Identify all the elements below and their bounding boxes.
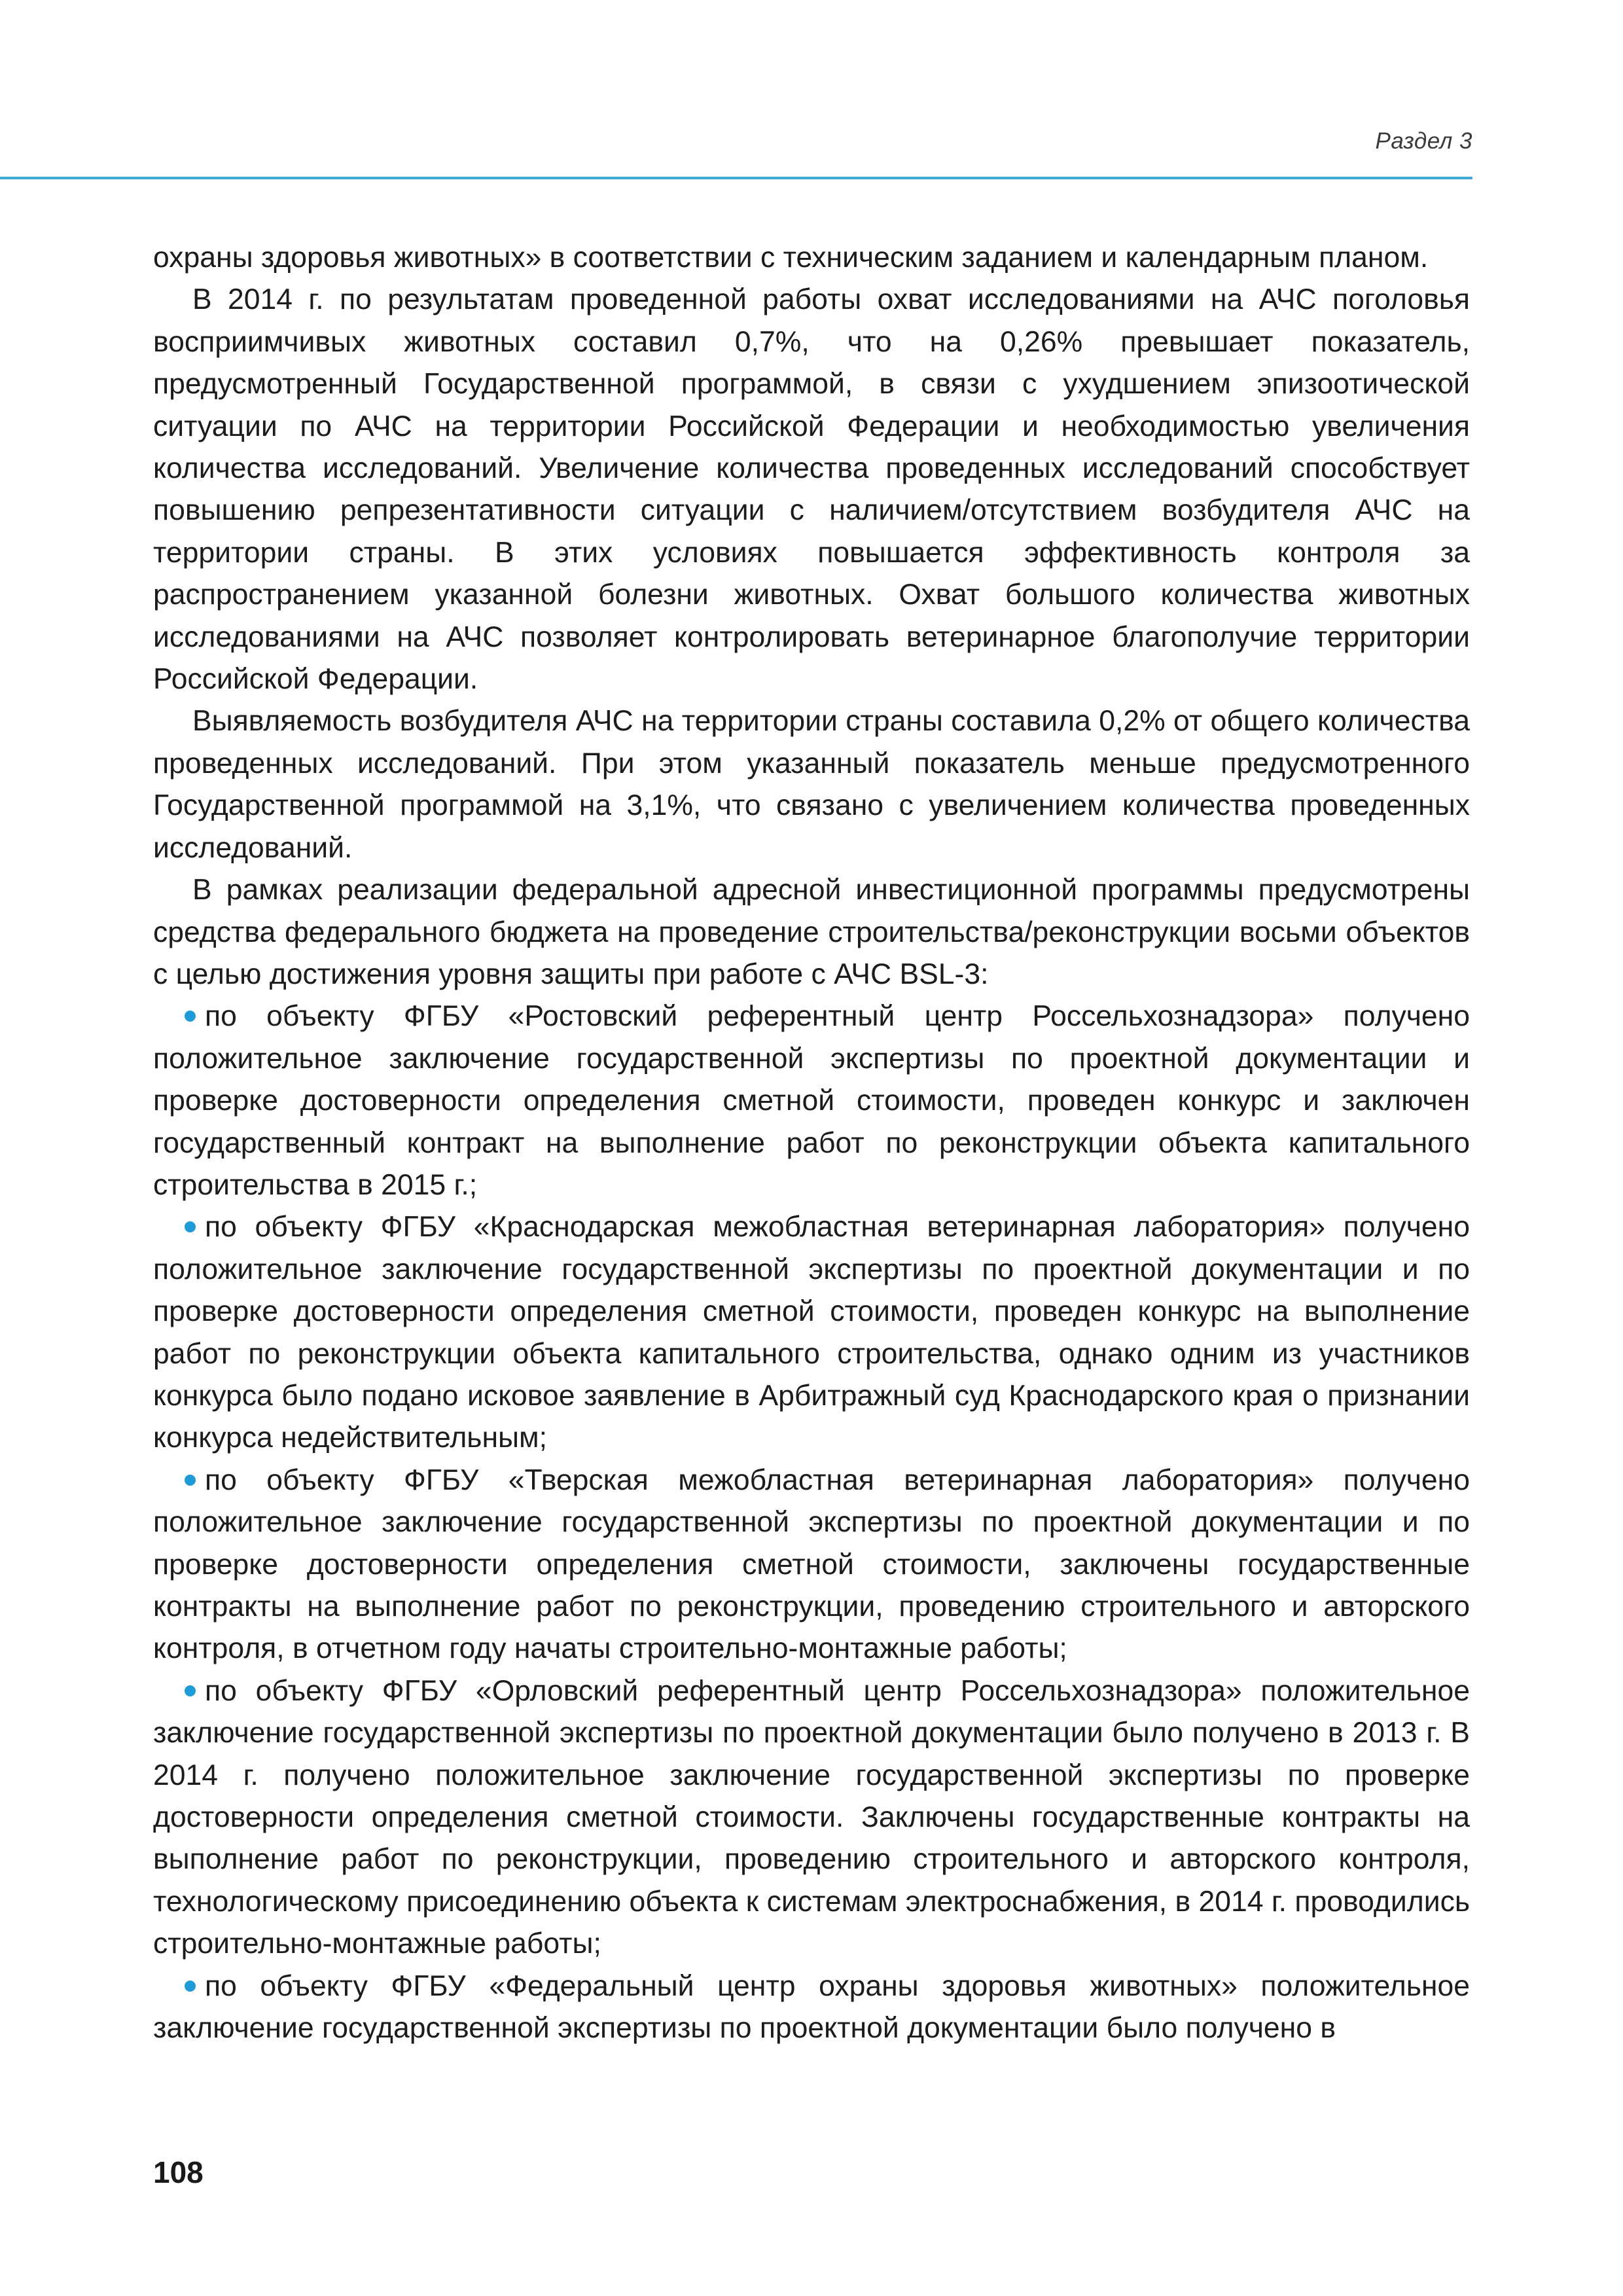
paragraph: В рамках реализации федеральной адресной инвестиционной программы предусмотрены средства федерального бюджета на проведение строительства/реконструкции восьми объектов с целью достижения уровня защиты при работе с АЧС BSL-3: [153, 874, 1470, 990]
bullet-text: по объекту ФГБУ «Орловский референтный центр Россельхознадзора» положительное заключение государственной экспертизы по проектной документации было получено в 2013 г. В 2014 г. получено положительное заключение государственной экспертизы по проверке достоверности определения сметной стоимости. Заключены государственные контракты на выполнение работ по реконструкции, проведению строительного и авторского контроля, технологическому присоединению объекта к системам электроснабжения, в 2014 г. проводились строительно-монтажные работы; [153, 1674, 1470, 1960]
bullet-item [153, 1965, 1470, 2050]
bullet-icon [185, 1981, 196, 1992]
bullet-text: по объекту ФГБУ «Тверская межобластная ветеринарная лаборатория» получено положительное заключение государственной экспертизы по проектной документации и по проверке достоверности определения сметной стоимости, заключены государственные контракты на выполнение работ по реконструкции, проведению строительного и авторского контроля, в отчетном году начаты строительно-монтажные работы; [153, 1463, 1470, 1665]
bullet-text: по объекту ФГБУ «Ростовский референтный центр Россельхознадзора» получено положительное заключение государственной экспертизы по проектной документации и проверке достоверности определения сметной стоимости, проведен конкурс и заключен государственный контракт на выполнение работ по реконструкции объекта капитального строительства в 2015 г.; [153, 1000, 1470, 1201]
paragraph: В 2014 г. по результатам проведенной работы охват исследованиями на АЧС поголовья восприимчивых животных составил 0,7%, что на 0,26% превышает показатель, предусмотренный Государственной программой, в связи с ухудшением эпизоотической ситуации по АЧС на территории Российской Федерации и необходимостью увеличения количества исследований. Увеличение количества проведенных исследований способствует повышению репрезентативности ситуации с наличием/отсутствием возбудителя АЧС на территории страны. В этих условиях повышается эффективность контроля за распространением указанной болезни животных. Охват большого количества животных исследованиями на АЧС позволяет контролировать ветеринарное благополучие территории Российской Федерации. [153, 283, 1470, 696]
paragraph: Выявляемость возбудителя АЧС на территории страны составила 0,2% от общего количества проведенных исследований. При этом указанный показатель меньше предусмотренного Государственной программой на 3,1%, что связано с увеличением количества проведенных исследований. [153, 705, 1470, 864]
bullet-icon [185, 1011, 196, 1022]
page-number: 108 [153, 2155, 204, 2189]
bullet-text: по объекту ФГБУ «Федеральный центр охраны здоровья животных» положительное заключение государственной экспертизы по проектной документации было получено в [153, 1969, 1470, 2045]
main-text [153, 237, 1470, 2049]
header-divider [0, 177, 1472, 179]
paragraph-continued: охраны здоровья животных» в соответствии с техническим заданием и календарным планом. [153, 242, 1429, 274]
bullet-item [153, 1460, 1470, 1670]
bullet-icon [185, 1475, 196, 1486]
bullet-item [153, 996, 1470, 1206]
section-label: Раздел 3 [1375, 128, 1472, 154]
bullet-icon [185, 1685, 196, 1696]
bullet-text: по объекту ФГБУ «Краснодарская межобластная ветеринарная лаборатория» получено положительное заключение государственной экспертизы по проектной документации и по проверке достоверности определения сметной стоимости, проведен конкурс на выполнение работ по реконструкции объекта капитального строительства, однако одним из участников конкурса было подано исковое заявление в Арбитражный суд Краснодарского края о признании конкурса недействительным; [153, 1211, 1470, 1454]
bullet-item [153, 1206, 1470, 1459]
bullet-icon [185, 1221, 196, 1232]
bullet-item [153, 1670, 1470, 1965]
